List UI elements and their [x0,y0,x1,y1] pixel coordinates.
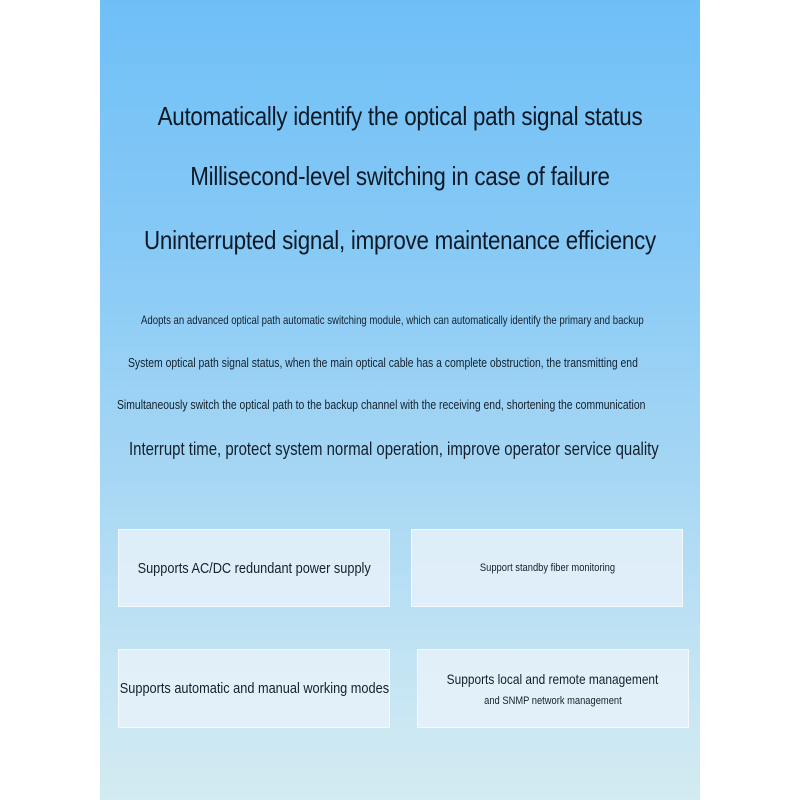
description-line-3: Simultaneously switch the optical path to the backup channel with the receiving end, shortening the communication [117,397,646,412]
headline-uninterrupted: Uninterrupted signal, improve maintenance efficiency [144,225,656,255]
feature-card-power [118,529,390,607]
headline-switching: Millisecond-level switching in case of failure [190,161,610,191]
description-line-4: Interrupt time, protect system normal operation, improve operator service quality [129,439,659,459]
feature-management-line-2: and SNMP network management [484,694,622,707]
feature-modes-text: Supports automatic and manual working modes [119,680,389,697]
feature-card-management [417,649,689,728]
feature-standby-fiber-text: Support standby fiber monitoring [479,562,615,574]
feature-management-line-1: Supports local and remote management [447,670,659,687]
headline-signal-status: Automatically identify the optical path signal status [157,101,643,131]
description-line-1: Adopts an advanced optical path automatic switching module, which can automatically identify the primary and backup [141,313,644,327]
feature-power-text: Supports AC/DC redundant power supply [137,559,371,577]
description-line-2: System optical path signal status, when the main optical cable has a complete obstruction, the transmitting end [128,355,638,370]
feature-card-standby-fiber [411,529,683,607]
feature-card-modes [118,649,390,728]
